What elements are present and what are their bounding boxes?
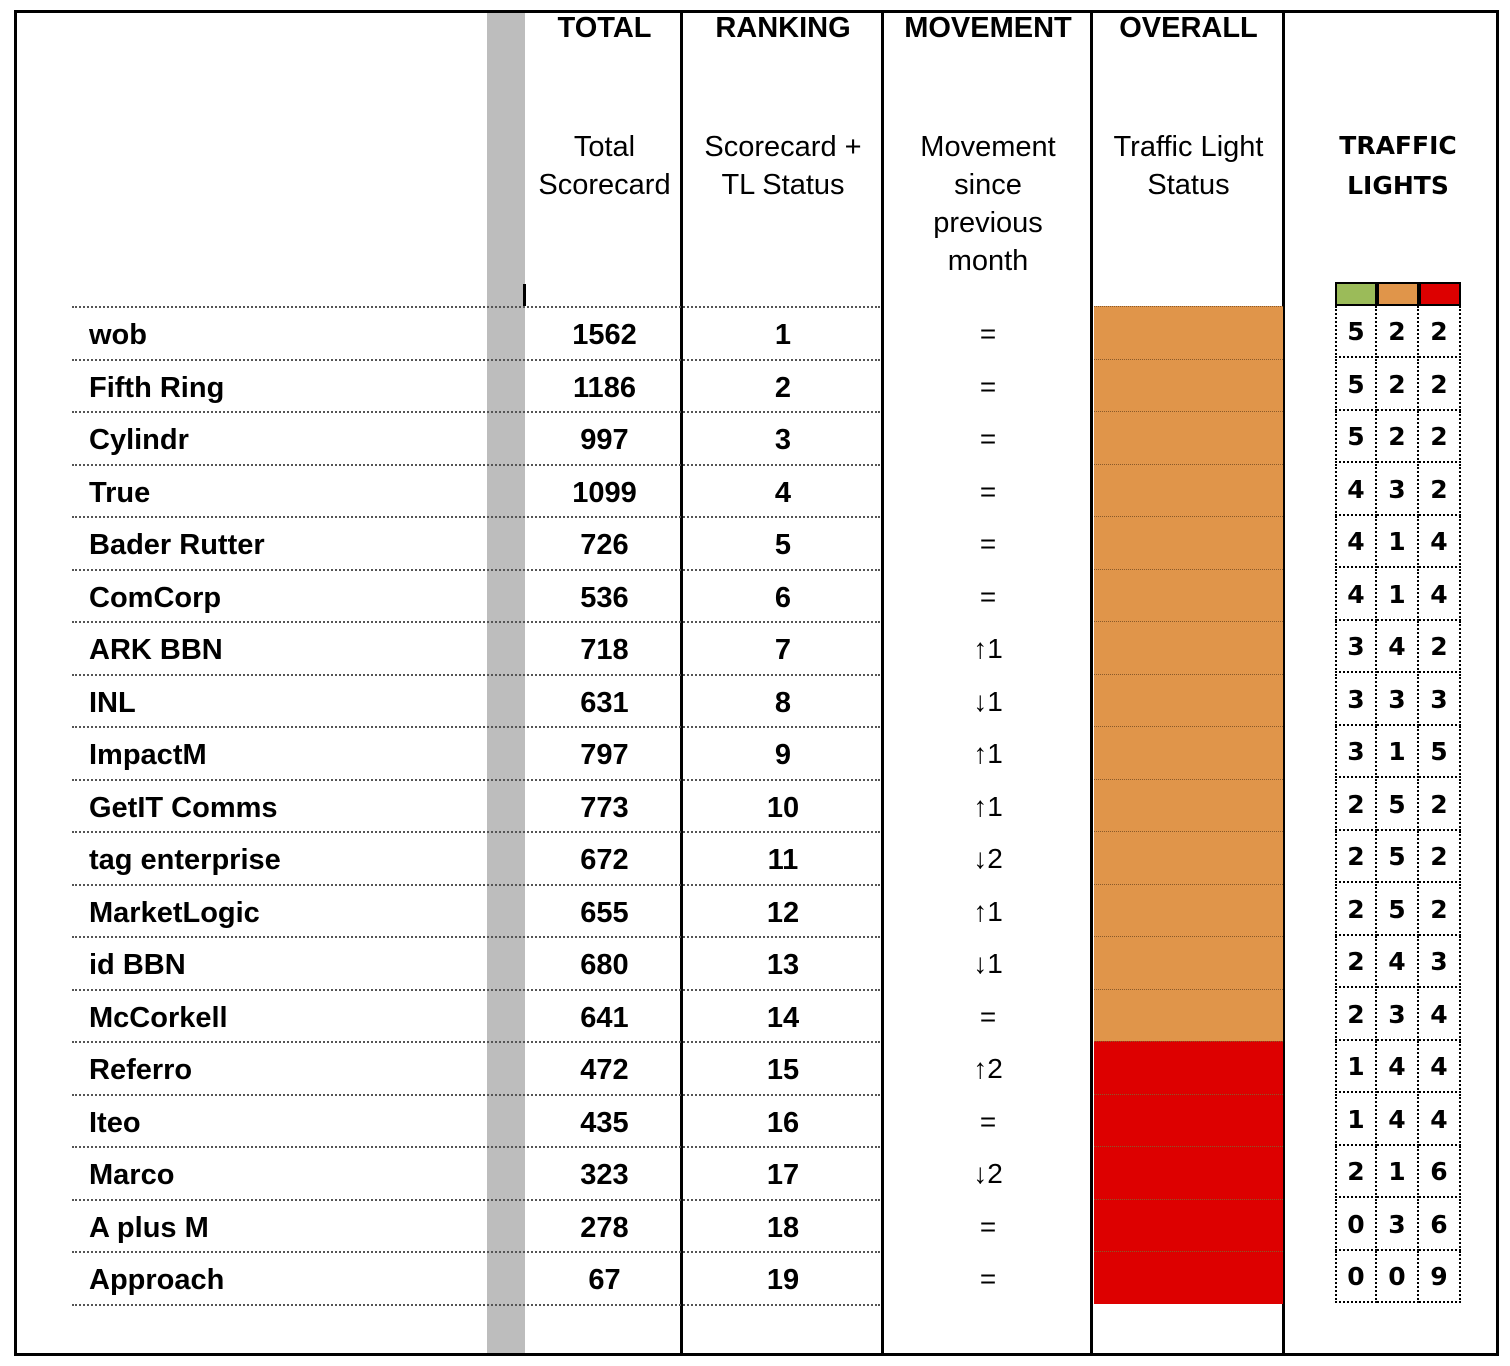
overall-status-amber	[1094, 411, 1283, 464]
traffic-lights-title-line: TRAFFIC	[1339, 131, 1457, 160]
arrow-up-icon: ↑	[973, 738, 988, 769]
subheader-overall-line: Traffic Light	[1113, 131, 1264, 163]
traffic-light-count-red: 2	[1419, 359, 1461, 411]
row-separator	[72, 306, 880, 308]
movement-value	[885, 1201, 1091, 1253]
agency-name: INL	[89, 686, 136, 719]
total-score: 655	[580, 896, 629, 929]
agency-name: Approach	[89, 1264, 225, 1296]
movement-value	[885, 571, 1091, 623]
traffic-light-count-red: 2	[1419, 464, 1461, 516]
subheader-total-line: Total	[573, 131, 636, 163]
subheader-movement	[885, 128, 1091, 280]
row-separator	[72, 831, 880, 833]
total-score: 435	[580, 1106, 629, 1139]
agency-name: True	[89, 476, 151, 509]
agency-name: ComCorp	[89, 581, 222, 614]
traffic-light-count-red: 2	[1419, 621, 1461, 673]
traffic-lights-title-line: LIGHTS	[1347, 171, 1449, 200]
ranking-value: 9	[774, 739, 792, 771]
movement-value	[885, 413, 1091, 465]
traffic-light-count-amber: 4	[1377, 621, 1419, 673]
movement-value	[885, 1043, 1091, 1095]
movement-value	[885, 1253, 1091, 1305]
movement-value	[885, 991, 1091, 1043]
ranking-value: 3	[774, 424, 792, 456]
traffic-light-count-green: 5	[1335, 411, 1377, 463]
ranking-value: 1	[774, 319, 792, 351]
row-separator	[72, 1094, 880, 1096]
traffic-light-count-green: 2	[1335, 779, 1377, 831]
traffic-light-count-amber: 2	[1377, 306, 1419, 358]
movement-amount: =	[979, 423, 997, 454]
agency-name: Iteo	[89, 1106, 141, 1139]
row-separator	[72, 464, 880, 466]
arrow-down-icon: ↓	[973, 843, 988, 874]
total-score: 997	[580, 424, 629, 456]
movement-amount: =	[979, 580, 997, 612]
traffic-light-count-red: 6	[1419, 1199, 1461, 1251]
traffic-light-count-red: 3	[1419, 936, 1461, 988]
header-total: TOTAL	[557, 12, 652, 44]
overall-status-amber	[1094, 359, 1283, 412]
total-score: 67	[588, 1264, 621, 1296]
header-overall: OVERALL	[1119, 12, 1258, 44]
traffic-light-count-green: 0	[1335, 1251, 1377, 1303]
movement-value	[885, 518, 1091, 570]
total-score: 641	[580, 1001, 629, 1034]
traffic-light-count-red: 3	[1419, 674, 1461, 726]
total-score: 323	[580, 1159, 629, 1191]
movement-value	[885, 308, 1091, 360]
ranking-value: 11	[767, 844, 799, 876]
traffic-light-count-red: 6	[1419, 1146, 1461, 1198]
row-separator	[72, 936, 880, 938]
traffic-light-count-green: 5	[1335, 359, 1377, 411]
subheader-ranking	[684, 128, 882, 204]
total-score: 1186	[573, 371, 636, 404]
row-separator	[72, 989, 880, 991]
overall-status-amber	[1094, 779, 1283, 832]
ranking-value: 19	[766, 1264, 800, 1296]
traffic-light-count-red: 2	[1419, 884, 1461, 936]
movement-value	[885, 1096, 1091, 1148]
movement-value	[885, 833, 1091, 885]
movement-amount: =	[979, 1105, 997, 1137]
ranking-value: 4	[774, 476, 792, 509]
traffic-light-count-amber: 3	[1377, 1199, 1419, 1251]
traffic-light-count-green: 2	[1335, 831, 1377, 883]
movement-amount: 2	[987, 1158, 1003, 1189]
row-separator	[72, 359, 880, 361]
overall-status-amber	[1094, 884, 1283, 937]
overall-status-amber	[1094, 831, 1283, 884]
agency-name: A plus M	[89, 1211, 209, 1244]
traffic-light-count-red: 9	[1419, 1251, 1461, 1303]
total-score: 472	[580, 1054, 629, 1086]
arrow-down-icon: ↓	[973, 1158, 988, 1189]
agency-name: id BBN	[89, 949, 186, 981]
traffic-light-count-amber: 3	[1377, 674, 1419, 726]
ranking-value: 6	[774, 581, 792, 614]
movement-amount: 1	[987, 633, 1003, 664]
traffic-light-count-red: 4	[1419, 516, 1461, 568]
arrow-up-icon: ↑	[973, 1053, 988, 1084]
traffic-light-count-red: 4	[1419, 989, 1461, 1041]
subheader-ranking-line: Scorecard +	[704, 131, 862, 163]
agency-name: Fifth Ring	[89, 371, 225, 404]
movement-value	[885, 361, 1091, 413]
overall-status-amber	[1094, 674, 1283, 727]
movement-amount: =	[979, 370, 997, 402]
traffic-light-count-amber: 4	[1377, 1094, 1419, 1146]
agency-name: wob	[89, 319, 147, 351]
traffic-light-count-amber: 5	[1377, 884, 1419, 936]
agency-name: Marco	[89, 1159, 175, 1191]
grey-spacer-column	[487, 13, 525, 1353]
overall-status-amber	[1094, 464, 1283, 517]
agency-name: Referro	[89, 1054, 193, 1086]
traffic-light-count-amber: 2	[1377, 359, 1419, 411]
ranking-value: 17	[766, 1159, 800, 1191]
traffic-light-count-amber: 1	[1377, 726, 1419, 778]
subheader-ranking-line: TL Status	[721, 169, 845, 201]
overall-status-amber	[1094, 726, 1283, 779]
movement-amount: 1	[987, 738, 1003, 769]
row-separator	[72, 726, 880, 728]
movement-amount: 1	[987, 685, 1003, 717]
traffic-light-count-green: 4	[1335, 516, 1377, 568]
traffic-light-count-amber: 0	[1377, 1251, 1419, 1303]
total-score: 726	[580, 529, 629, 561]
agency-name: Cylindr	[89, 424, 189, 456]
total-score: 773	[580, 791, 629, 824]
movement-value	[885, 781, 1091, 833]
row-separator	[72, 516, 880, 518]
traffic-light-count-red: 4	[1419, 1094, 1461, 1146]
agency-name: ImpactM	[89, 739, 207, 771]
total-score: 1562	[572, 319, 637, 351]
traffic-light-count-amber: 1	[1377, 569, 1419, 621]
overall-status-red	[1094, 1146, 1283, 1199]
traffic-light-count-green: 3	[1335, 726, 1377, 778]
row-separator	[72, 569, 880, 571]
row-separator	[72, 779, 880, 781]
subheader-movement-line: since	[954, 169, 1022, 201]
total-score: 278	[580, 1211, 629, 1244]
row-separator	[72, 1041, 880, 1043]
traffic-light-count-amber: 1	[1377, 1146, 1419, 1198]
ranking-value: 8	[774, 686, 792, 719]
traffic-light-count-amber: 4	[1377, 1041, 1419, 1093]
traffic-light-count-green: 2	[1335, 989, 1377, 1041]
row-separator	[72, 1146, 880, 1148]
row-separator	[72, 1199, 880, 1201]
agency-name: McCorkell	[89, 1001, 228, 1034]
arrow-up-icon: ↑	[973, 895, 988, 927]
traffic-light-count-amber: 3	[1377, 989, 1419, 1041]
traffic-light-count-red: 2	[1419, 831, 1461, 883]
total-score: 680	[580, 949, 629, 981]
ranking-value: 7	[774, 634, 792, 666]
row-separator	[72, 621, 880, 623]
traffic-light-count-green: 1	[1335, 1041, 1377, 1093]
row-separator	[72, 411, 880, 413]
traffic-light-count-red: 4	[1419, 569, 1461, 621]
movement-amount: 2	[987, 1053, 1003, 1084]
traffic-light-count-green: 4	[1335, 464, 1377, 516]
row-separator	[72, 1304, 880, 1306]
traffic-light-count-green: 2	[1335, 1146, 1377, 1198]
movement-amount: =	[979, 1000, 997, 1032]
traffic-light-count-amber: 1	[1377, 516, 1419, 568]
traffic-light-header-red	[1419, 282, 1461, 306]
ranking-value: 5	[774, 529, 792, 561]
subheader-total	[527, 128, 682, 204]
movement-value	[885, 1148, 1091, 1200]
subheader-overall-line: Status	[1147, 169, 1230, 201]
traffic-light-count-green: 4	[1335, 569, 1377, 621]
overall-status-amber	[1094, 516, 1283, 569]
row-separator	[72, 674, 880, 676]
overall-status-amber	[1094, 621, 1283, 674]
movement-amount: 1	[987, 948, 1003, 979]
arrow-up-icon: ↑	[973, 790, 988, 822]
traffic-light-count-green: 3	[1335, 621, 1377, 673]
movement-amount: =	[979, 318, 997, 349]
overall-status-red	[1094, 1251, 1283, 1304]
overall-status-red	[1094, 1041, 1283, 1094]
movement-amount: =	[979, 528, 997, 559]
traffic-light-count-green: 2	[1335, 936, 1377, 988]
arrow-down-icon: ↓	[973, 685, 988, 717]
overall-status-red	[1094, 1199, 1283, 1252]
movement-value	[885, 676, 1091, 728]
traffic-light-header-green	[1335, 282, 1377, 306]
ranking-value: 12	[766, 896, 800, 929]
movement-amount: 1	[987, 895, 1003, 927]
traffic-light-count-amber: 4	[1377, 936, 1419, 988]
traffic-light-count-red: 2	[1419, 779, 1461, 831]
traffic-light-count-amber: 5	[1377, 779, 1419, 831]
header-ranking: RANKING	[715, 12, 851, 44]
total-score: 1099	[572, 476, 637, 509]
traffic-light-count-green: 1	[1335, 1094, 1377, 1146]
overall-status-amber	[1094, 306, 1283, 359]
total-score: 672	[580, 844, 629, 876]
overall-status-amber	[1094, 989, 1283, 1042]
ranking-value: 2	[774, 371, 792, 404]
traffic-light-count-amber: 5	[1377, 831, 1419, 883]
row-separator	[72, 1251, 880, 1253]
overall-status-amber	[1094, 936, 1283, 989]
header-tick-mark	[523, 284, 526, 306]
movement-amount: =	[979, 475, 997, 507]
traffic-light-count-red: 4	[1419, 1041, 1461, 1093]
ranking-value: 18	[766, 1211, 800, 1244]
movement-amount: =	[979, 1210, 997, 1242]
subheader-movement-line: previous	[933, 207, 1043, 239]
movement-value	[885, 938, 1091, 990]
row-separator	[72, 884, 880, 886]
subheader-total-line: Scorecard	[538, 169, 671, 201]
ranking-value: 14	[766, 1001, 800, 1034]
subheader-overall	[1094, 128, 1283, 204]
movement-amount: 1	[987, 790, 1003, 822]
total-score: 718	[580, 634, 629, 666]
agency-name: tag enterprise	[89, 844, 281, 876]
traffic-light-count-amber: 3	[1377, 464, 1419, 516]
movement-value	[885, 728, 1091, 780]
total-score: 631	[580, 686, 629, 719]
traffic-light-count-amber: 2	[1377, 411, 1419, 463]
movement-amount: =	[979, 1263, 997, 1294]
agency-name: GetIT Comms	[89, 791, 278, 824]
traffic-light-count-red: 5	[1419, 726, 1461, 778]
traffic-light-count-green: 2	[1335, 884, 1377, 936]
header-movement: MOVEMENT	[904, 12, 1072, 44]
overall-status-red	[1094, 1094, 1283, 1147]
movement-value	[885, 466, 1091, 518]
movement-amount: 2	[987, 843, 1003, 874]
arrow-down-icon: ↓	[973, 948, 988, 979]
ranking-value: 10	[766, 791, 800, 824]
movement-value	[885, 623, 1091, 675]
traffic-lights-title	[1333, 126, 1463, 206]
subheader-movement-line: Movement	[920, 131, 1056, 163]
agency-name: ARK BBN	[89, 634, 223, 666]
total-score: 797	[580, 739, 629, 771]
total-score: 536	[580, 581, 629, 614]
traffic-light-header-amber	[1377, 282, 1419, 306]
subheader-movement-line: month	[947, 245, 1029, 277]
traffic-light-count-red: 2	[1419, 306, 1461, 358]
traffic-light-count-green: 3	[1335, 674, 1377, 726]
overall-status-amber	[1094, 569, 1283, 622]
traffic-light-count-red: 2	[1419, 411, 1461, 463]
ranking-value: 16	[766, 1106, 800, 1139]
traffic-light-count-green: 5	[1335, 306, 1377, 358]
ranking-value: 13	[766, 949, 800, 981]
arrow-up-icon: ↑	[973, 633, 988, 664]
agency-name: Bader Rutter	[89, 529, 265, 561]
traffic-light-count-green: 0	[1335, 1199, 1377, 1251]
ranking-value: 15	[766, 1054, 800, 1086]
agency-name: MarketLogic	[89, 896, 260, 929]
movement-value	[885, 886, 1091, 938]
